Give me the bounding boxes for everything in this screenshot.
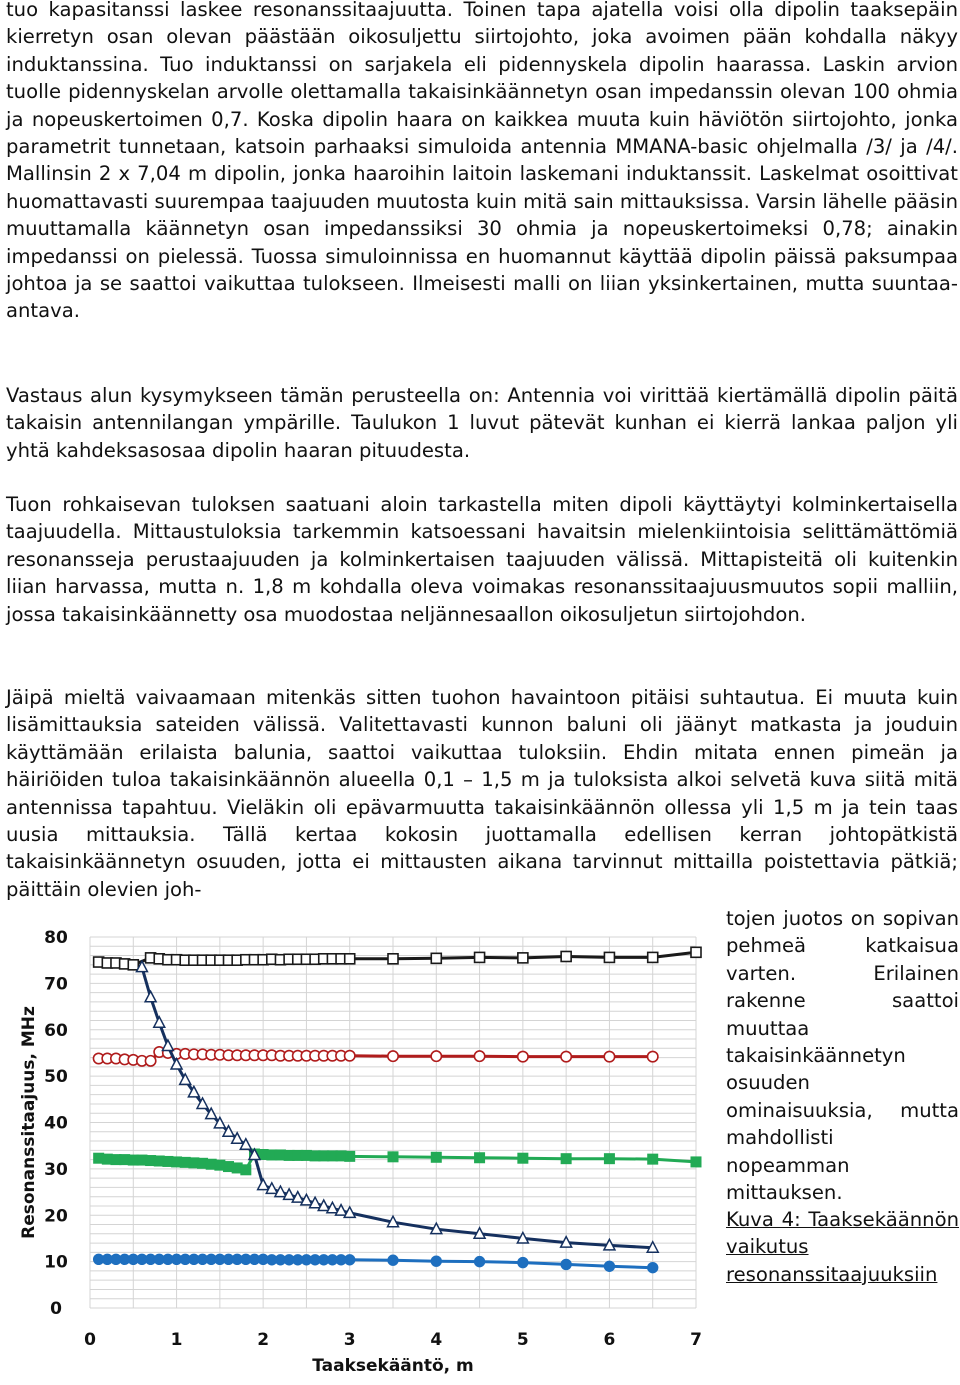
x-tick-label: 4 <box>430 1330 443 1350</box>
data-point <box>128 960 138 970</box>
data-point <box>518 1257 528 1267</box>
x-tick-label: 6 <box>603 1330 616 1350</box>
data-point <box>431 1051 441 1061</box>
data-point <box>388 1051 398 1061</box>
x-tick-label: 3 <box>343 1330 356 1350</box>
data-point <box>518 1153 528 1163</box>
paragraph-3: Tuon rohkaisevan tuloksen saatuani aloin tarkastella miten dipoli käyttäytyi kolminkertaisella taajuudella. Mittaustuloksia tarkemmin katsoessani havaitsin mielenkiintoisia selittämättömiä resonansseja perustaajuuden ja kolminkertaisen taajuuden välissä. Mittapisteitä oli kuitenkin liian harvassa, mutta n. 1,8 m kohdalla oleva voimakas resonanssitaajuusmuutos sopii malliin, jossa takaisinkäännetty osa muodostaa neljännesaallon oikosuljetun siirtojohdon. <box>6 493 958 626</box>
y-tick-label: 40 <box>44 1113 68 1134</box>
y-tick-label: 10 <box>44 1252 68 1273</box>
side-paragraph: tojen juotos on sopivan pehmeä katkaisua varten. Erilainen rakenne saattoi muuttaa takaisinkäännetyn osuuden ominaisuuksia, mutta mahdollisti nopeamman mittauksen. <box>726 907 959 1205</box>
data-point <box>518 1051 528 1061</box>
data-point <box>561 951 571 961</box>
data-point <box>691 1157 701 1167</box>
data-point <box>258 1179 269 1190</box>
paragraph-2: Vastaus alun kysymykseen tämän perusteella on: Antennia voi virittää kiertämällä dipolin päitä takaisin antennilangan ympärille. Taulukon 1 luvut pätevät kunhan ei kierrä lankaa paljon yli yhtä kahdeksasosaa dipolin haaran pituudesta. <box>6 384 958 462</box>
chart-ticks <box>44 928 702 1350</box>
data-point <box>691 947 701 957</box>
data-point <box>648 1262 658 1272</box>
data-point <box>345 954 355 964</box>
figure-caption: Kuva 4: Taaksekäännön vaikutus resonanssitaajuuksiin <box>726 1208 959 1286</box>
chart-grid <box>90 937 696 1308</box>
data-point <box>518 953 528 963</box>
y-tick-label: 20 <box>44 1206 68 1227</box>
series-filled_circles <box>93 1254 657 1273</box>
data-point <box>648 1154 658 1164</box>
data-point <box>388 1255 398 1265</box>
x-tick-label: 5 <box>516 1330 529 1350</box>
data-point <box>475 952 485 962</box>
x-tick-label: 0 <box>84 1330 96 1350</box>
y-tick-label: 0 <box>50 1299 62 1319</box>
y-tick-label: 60 <box>44 1020 68 1041</box>
data-point <box>431 953 441 963</box>
data-point <box>474 1256 484 1266</box>
data-point <box>162 1040 173 1051</box>
y-tick-label: 80 <box>44 928 68 948</box>
data-point <box>388 1152 398 1162</box>
data-point <box>431 1256 441 1266</box>
resonance-chart <box>6 915 718 1380</box>
data-point <box>604 1154 614 1164</box>
data-point <box>431 1152 441 1162</box>
data-point <box>345 1151 355 1161</box>
data-point <box>648 1051 658 1061</box>
data-point <box>345 1255 355 1265</box>
data-point <box>171 1059 182 1070</box>
data-point <box>648 952 658 962</box>
data-point <box>561 1154 571 1164</box>
data-point <box>475 1153 485 1163</box>
x-axis-label: Taaksekääntö, m <box>312 1356 474 1376</box>
data-point <box>154 1017 165 1027</box>
x-tick-label: 2 <box>257 1330 270 1350</box>
data-point <box>388 954 398 964</box>
data-point <box>345 1051 355 1061</box>
data-point <box>604 1051 614 1061</box>
data-point <box>604 952 614 962</box>
data-point <box>561 1051 571 1061</box>
data-point <box>561 1259 571 1269</box>
data-point <box>241 1165 251 1175</box>
x-tick-label: 1 <box>170 1330 183 1350</box>
y-tick-label: 70 <box>44 974 68 995</box>
paragraph-1: tuo kapasitanssi laskee resonanssitaajuutta. Toinen tapa ajatella voisi olla dipolin taaksepäin kierretyn osan olevan päästään oikosuljettu siirtojohto, joka avoimen pään kohdalla näkyy induktanssina. Tuo induktanssi on sarjakela eli pidennyskela dipolin haarassa. Laskin arvion tuolle pidennyskelan arvolle olettamalla takaisinkäännetyn osan impedanssin olevan 100 ohmia ja nopeuskertoimen 0,7. Koska dipolin haara on kaikkea muuta kuin häviötön siirtojohto, jonka parametrit tunnetaan, katsoin parhaaksi simuloida antennia MMANA-basic ohjelmalla /3/ ja /4/. Mallinsin 2 x 7,04 m dipolin, jonka haaroihin laitoin laskemani induktanssit. Laskelmat osoittivat huomattavasti suurempaa taajuuden muutosta kuin mitä sain mittauksissa. Varsin lähelle pääsin muuttamalla käännetyn osan impedanssiksi 30 ohmia ja nopeuskertoimeksi 0,78; ainakin impedanssi on pielessä. Tuossa simuloinnissa en huomannut käyttää dipolin päissä paksumpaa johtoa ja se saattoi vaikuttaa tulokseen. Ilmeisesti malli on liian yksinkertainen, mutta suuntaa-antava. <box>6 0 958 323</box>
y-tick-label: 50 <box>44 1067 68 1088</box>
y-axis-label: Resonanssitaajuus, MHz <box>19 1006 39 1239</box>
data-point <box>474 1051 484 1061</box>
paragraph-4: Jäipä mieltä vaivaamaan mitenkäs sitten tuohon havaintoon pitäisi suhtautua. Ei muuta kuin lisämittauksia sateiden välissä. Valitettavasti kunnon baluni oli jäänyt matkasta ja jouduin käyttämään erilaista balunia, saattoi vaikuttaa tuloksiin. Ehdin mitata ennen pimeän ja häiriöiden tuloa takaisinkäännön alueella 0,1 – 1,5 m ja tuloksista alkoi selvetä kuva siitä mitä antennissa tapahtuu. Vieläkin oli epävarmuutta takaisinkäännön ollessa yli 1,5 m ja tein taas uusia mittauksia. Tällä kertaa kokosin juottamalla edellisen kerran johtopätkistä takaisinkäännetyn osuuden, jotta ei mittausten aikana tarvinnut mittailla poistettavia pätkiä; päittäin olevien joh- <box>6 686 958 901</box>
y-tick-label: 30 <box>44 1159 68 1180</box>
series-triangles <box>136 961 658 1252</box>
data-point <box>604 1261 614 1271</box>
data-point <box>145 1056 155 1066</box>
x-tick-label: 7 <box>690 1330 702 1350</box>
